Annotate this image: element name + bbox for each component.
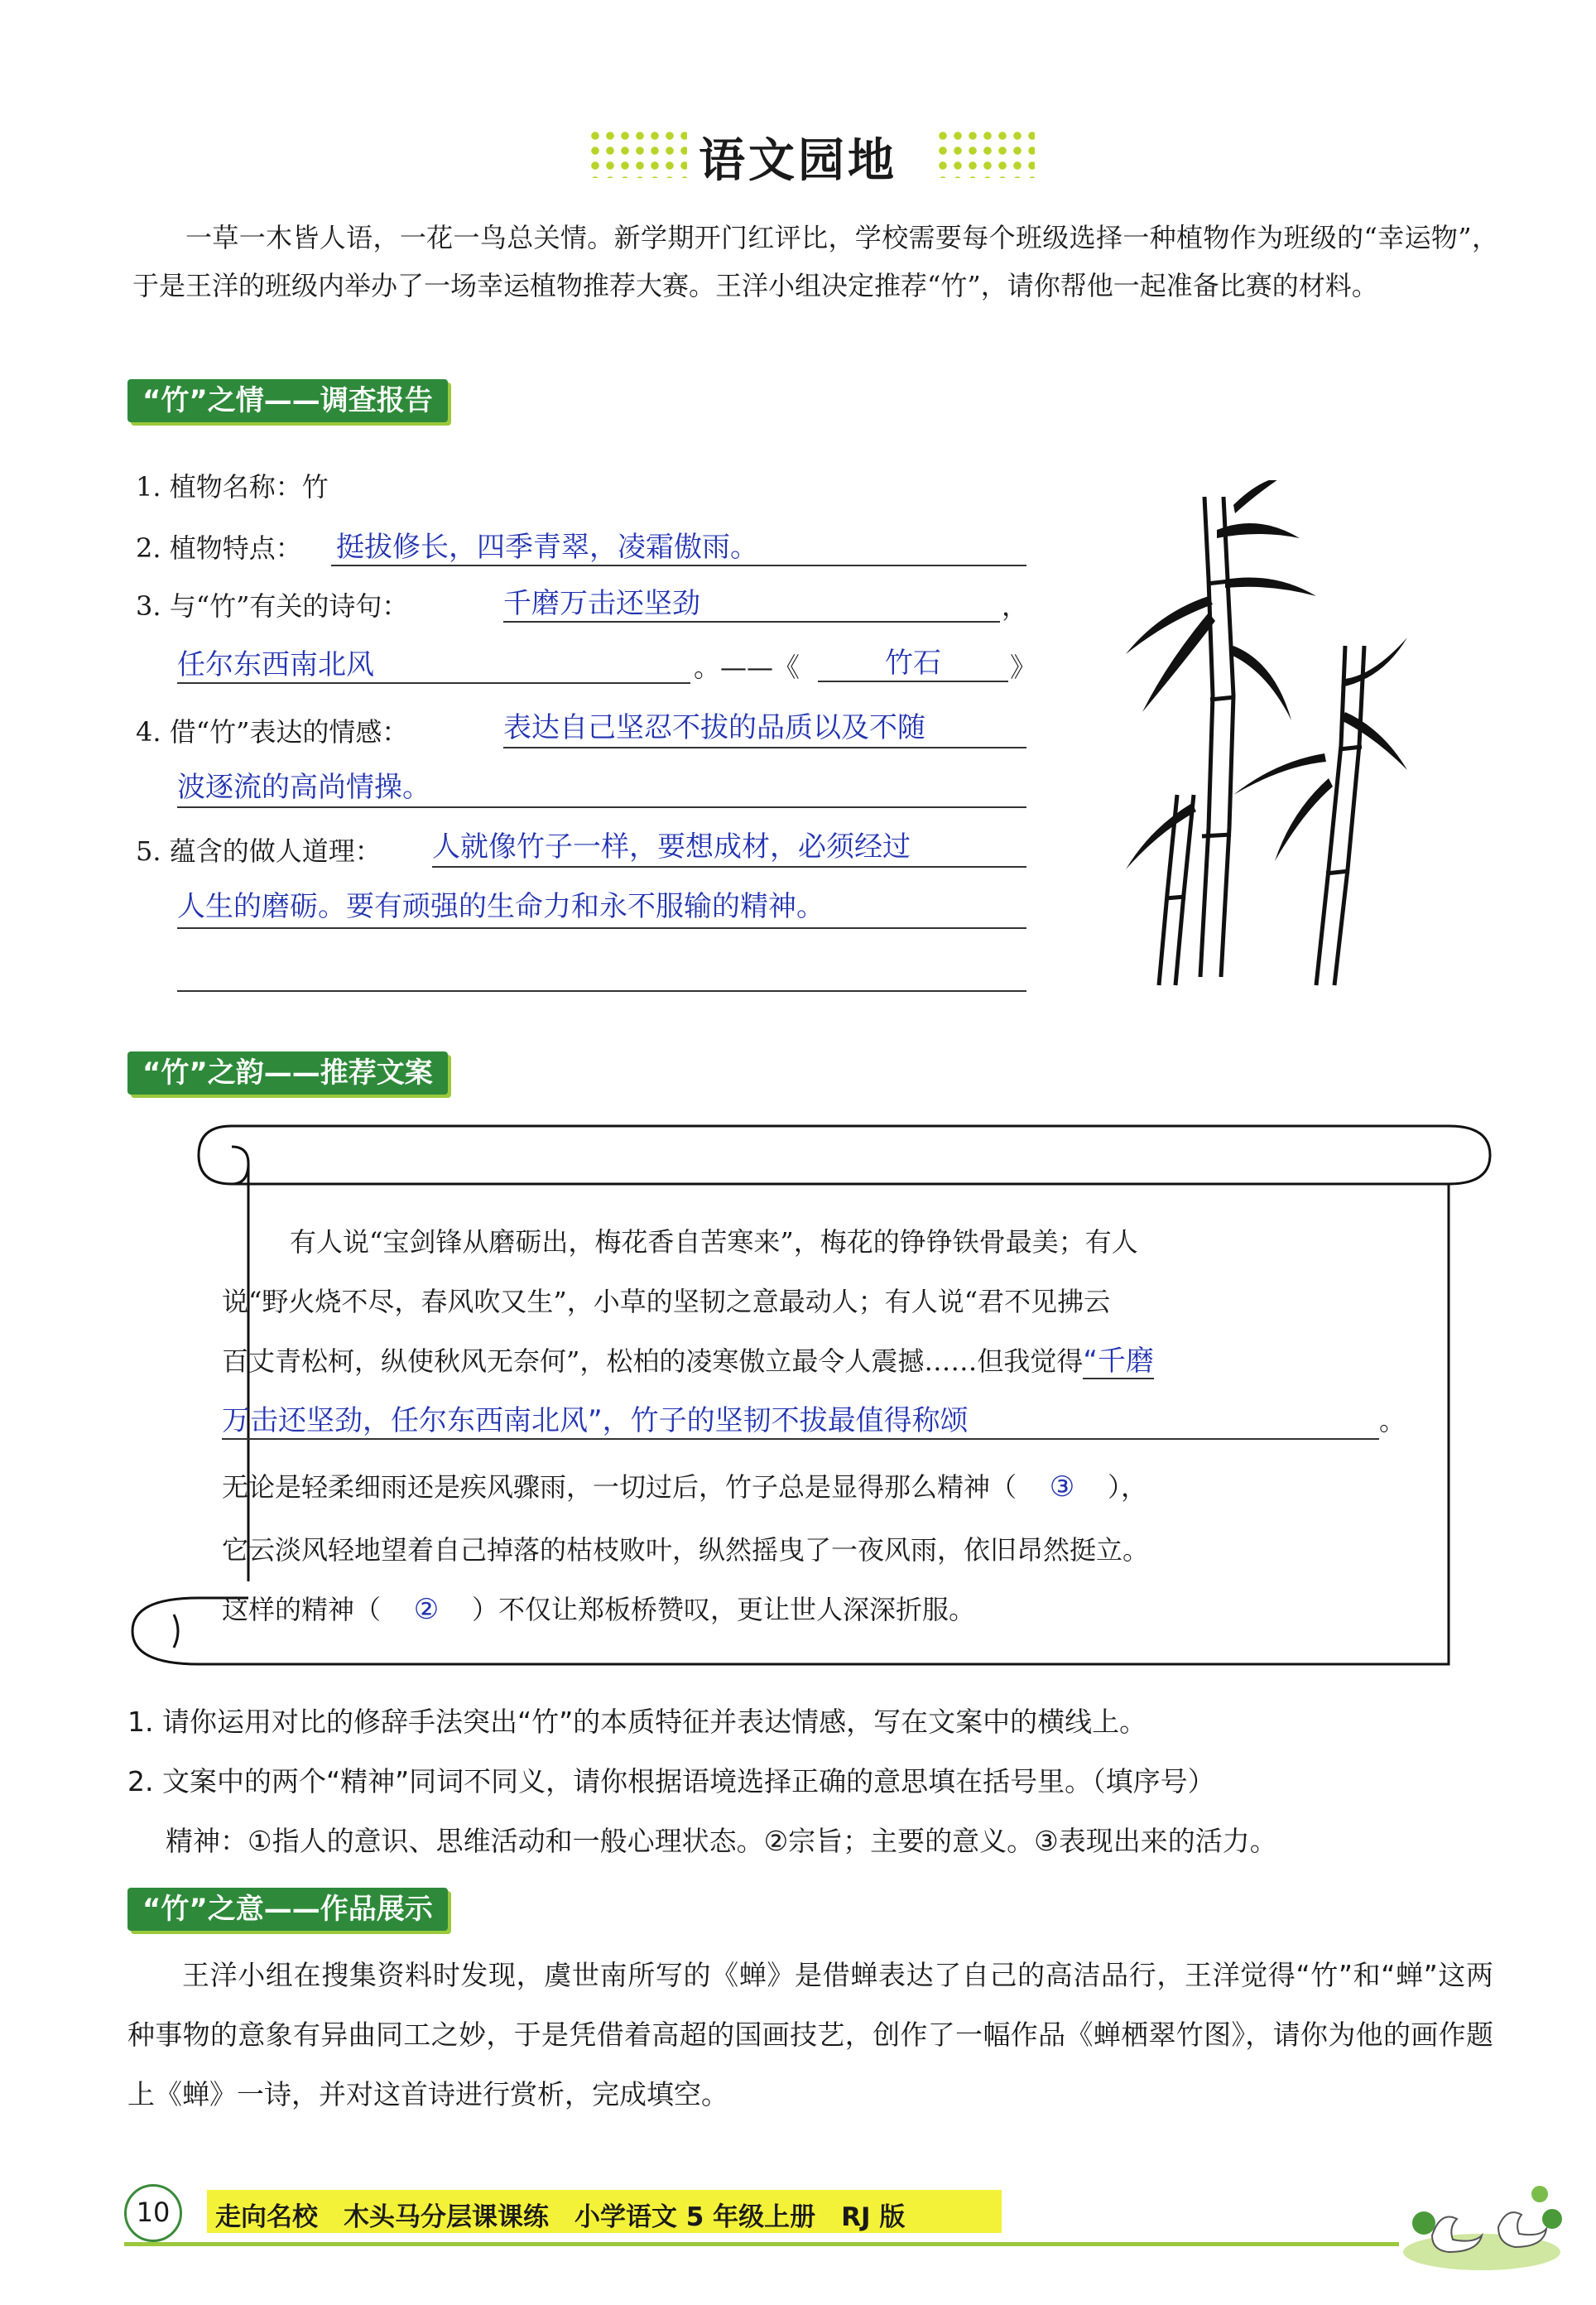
q3-answer-1: 千磨万击还坚劲 [503,587,700,620]
q3-answer-2: 任尔东西南北风 [177,648,374,681]
q5-label: 5. 蕴含的做人道理： [136,835,382,867]
q3-close: 》 [1010,652,1037,683]
page-number: 10 [124,2184,182,2242]
task-1: 1. 请你运用对比的修辞手法突出“竹”的本质特征并表达情感，写在文案中的横线上。 [127,1706,1147,1738]
q3-comma: ， [1002,590,1029,622]
copy-line-5-end: ）， [1108,1471,1148,1503]
section-tag-copywriting: “竹”之韵——推荐文案 [127,1051,448,1095]
q5-answer-line-2[interactable] [177,889,1026,929]
copy-line-7 [222,1580,975,1639]
q3-poem: 竹石 [885,647,941,680]
jingshen-definition: 精神：①指人的意识、思维活动和一般心理状态。②宗旨；主要的意义。③表现出来的活力。 [166,1825,1277,1857]
title-dots-right [935,128,1035,178]
copy-answer-part-1[interactable]: “千磨 [1083,1345,1154,1378]
q3-answer-line-2[interactable] [177,647,690,684]
q4-answer-1: 表达自己坚忍不拔的品质以及不随 [503,711,925,744]
artwork-paragraph: 王洋小组在搜集资料时发现，虞世南所写的《蝉》是借蝉表达了自己的高洁品行，王洋觉得“竹”和“蝉”这两种事物的意象有异曲同工之妙，于是凭借着高超的国画技艺，创作了一幅作品《蝉栖翠竹图》，请你为他的画作题上《蝉》一诗，并对这首诗进行赏析，完成填空。 [127,1959,1493,2110]
copy-line-1: 有人说“宝剑锋从磨砺出，梅花香自苦寒来”，梅花的铮铮铁骨最美；有人 [290,1226,1138,1258]
q5-answer-2: 人生的磨砺。要有顽强的生命力和永不服输的精神。 [177,890,824,923]
swan-pond-illustration-icon [1399,2144,1565,2277]
footer-divider [124,2242,1399,2246]
q5-answer-1: 人就像竹子一样，要想成材，必须经过 [432,830,911,864]
intro-paragraph: 一草一木皆人语，一花一鸟总关情。新学期开门红评比，学校需要每个班级选择一种植物作为班级的“幸运物”，于是王洋的班级内举办了一场幸运植物推荐大赛。王洋小组决定推荐“竹”，请你帮他一起准备比赛的材料。 [132,222,1498,301]
q4-label: 4. 借“竹”表达的情感： [136,716,409,748]
q1-label: 1. 植物名称：竹 [136,471,329,503]
q4-answer-line-1[interactable] [503,710,1026,748]
q5-answer-line-1[interactable] [432,830,1026,868]
q3-answer-line-1[interactable] [503,586,1000,623]
page-title: 语文园地 [699,134,897,188]
section-tag-artwork: “竹”之意——作品展示 [127,1888,448,1931]
copy-line-2: 说“野火烧不尽，春风吹又生”，小草的坚韧之意最动人；有人说“君不见拂云 [222,1286,1111,1317]
copy-line-7-end: ）不仅让郑板桥赞叹，更让世人深深折服。 [472,1594,976,1625]
copy-answer-part-2[interactable]: 万击还坚劲，任尔东西南北风”，竹子的坚韧不拔最值得称颂 [222,1403,1379,1440]
q3-poem-line[interactable] [818,646,1008,682]
task-2: 2. 文案中的两个“精神”同词不同义，请你根据语境选择正确的意思填在括号里。（填序号） [127,1765,1215,1797]
q4-answer-2: 波逐流的高尚情操。 [177,771,430,804]
q2-label: 2. 植物特点： [136,532,302,564]
section-tag-survey: “竹”之情——调查报告 [127,379,448,422]
jingshen-answer-2[interactable]: ② [413,1593,440,1626]
copy-line-5 [222,1457,1147,1517]
q2-answer-line[interactable] [331,530,1026,566]
bamboo-illustration-icon [1109,480,1416,994]
copy-line-4-end: 。 [1379,1405,1406,1436]
copy-line-7-text: 这样的精神（ [222,1594,382,1625]
copy-line-4 [222,1391,1406,1451]
q3-label: 3. 与“竹”有关的诗句： [136,590,409,622]
q3-dash: 。——《 [694,652,800,683]
footer-text: 走向名校 木头马分层课课练 小学语文 5 年级上册 RJ 版 [215,2202,906,2232]
copy-line-5-text: 无论是轻柔细雨还是疾风骤雨，一切过后，竹子总是显得那么精神（ [222,1471,1017,1503]
copy-line-3-text: 百丈青松柯，纵使秋风无奈何”，松柏的凌寒傲立最令人震撼……但我觉得 [222,1345,1084,1377]
copy-line-6: 它云淡风轻地望着自己掉落的枯枝败叶，纵然摇曳了一夜风雨，依旧昂然挺立。 [222,1534,1150,1566]
copy-line-3 [222,1331,1154,1391]
jingshen-answer-1[interactable]: ③ [1049,1470,1075,1504]
q4-answer-line-2[interactable] [177,770,1026,808]
q5-answer-line-3[interactable] [177,952,1026,992]
q2-answer: 挺拔修长，四季青翠，凌霜傲雨。 [336,531,758,564]
